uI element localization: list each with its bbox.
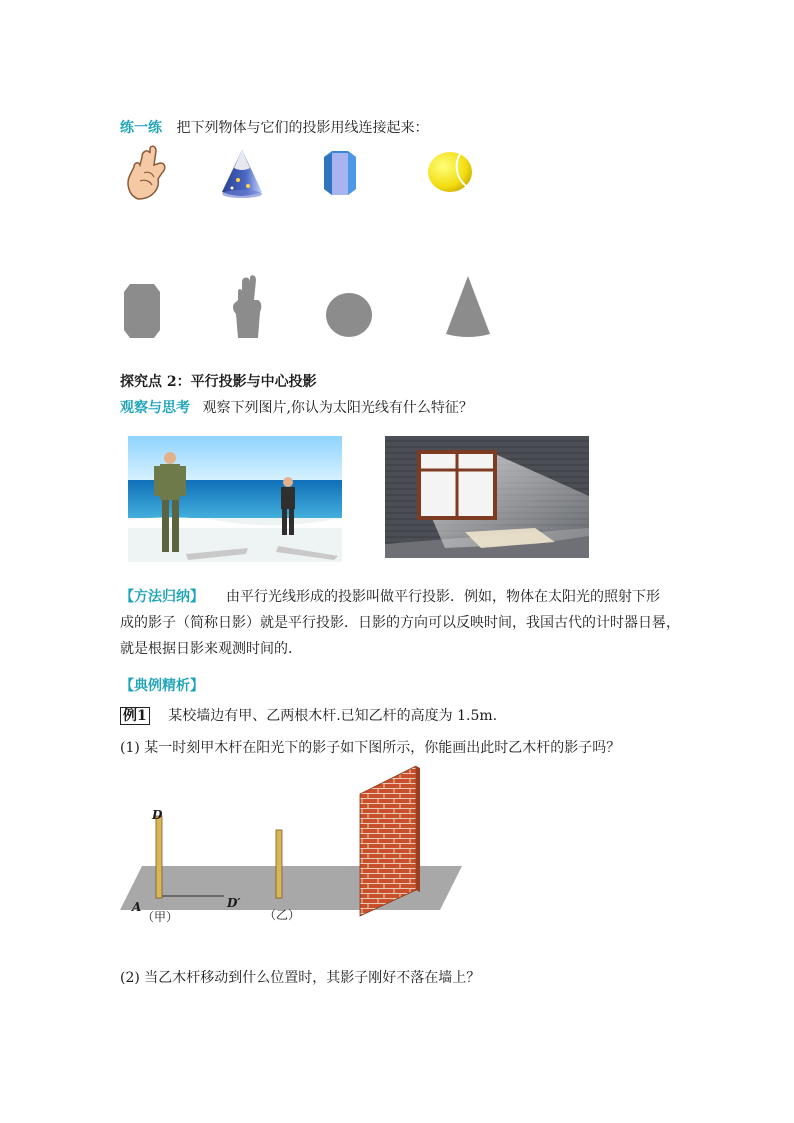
observe-line [120,398,473,418]
triangle-shadow-image [446,276,490,338]
label-D: D [152,808,163,822]
prism-shadow-image [124,284,160,338]
label-yi: （乙） [264,908,301,922]
practice-instruction: 把下列物体与它们的投影用线连接起来： [176,120,429,136]
observe-label: 观察与思考 [120,400,190,416]
hand-gesture-image [120,145,172,201]
example1-line [120,706,497,726]
party-hat-cone-image [218,148,266,200]
beach-photo [128,436,342,562]
question-2: (2) 当乙木杆移动到什么位置时，其影子刚好不落在墙上？ [120,970,481,986]
method-line-2: 成的影子（简称日影）就是平行投影．日影的方向可以反映时间，我国古代的计时器日晷， [120,615,680,631]
label-D-prime: D′ [227,896,241,910]
hexagonal-prism-image [322,149,358,197]
circle-shadow-image [325,292,373,338]
label-jia: （甲） [142,910,179,924]
hand-shadow-image [226,274,266,338]
example1-text: 某校墙边有甲、乙两根木杆.已知乙杆的高度为 1.5m. [168,708,498,724]
example1-tag: 例1 [120,707,150,725]
section-heading: 探究点 2：平行投影与中心投影 [120,374,317,390]
examples-heading: 【典例精析】 [120,678,204,694]
label-A: A [132,900,142,914]
poles-wall-figure [120,764,465,924]
method-summary [120,584,680,662]
question-1: (1) 某一时刻甲木杆在阳光下的影子如下图所示，你能画出此时乙木杆的影子吗？ [120,740,621,756]
tennis-ball-image [426,150,474,194]
method-label: 【方法归纳】 [120,589,204,605]
practice-line [120,118,428,138]
practice-label: 练一练 [120,120,162,136]
window-light-photo [385,436,589,558]
observe-text: 观察下列图片,你认为太阳光线有什么特征？ [202,400,473,416]
method-line-3: 就是根据日影来观测时间的． [120,641,302,657]
method-line-1: 由平行光线形成的投影叫做平行投影．例如，物体在太阳光的照射下形 [226,589,660,605]
